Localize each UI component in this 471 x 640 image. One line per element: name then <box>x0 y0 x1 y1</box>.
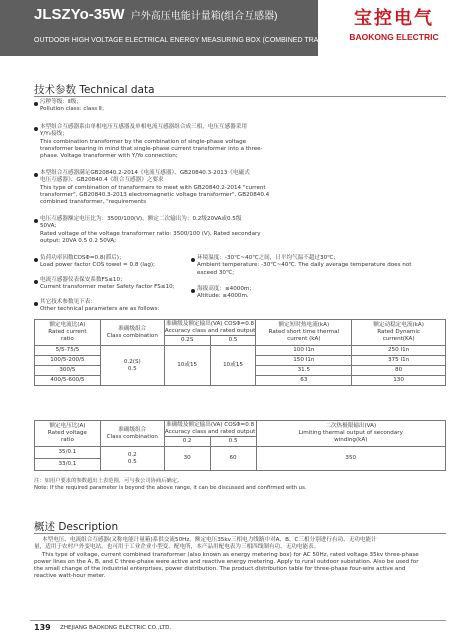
col-header-output-a: 0.2 <box>164 437 210 447</box>
product-title: JLSZYo-35W 户外高压电能计量箱(组合互感器) <box>34 6 278 23</box>
voltage-spec-table <box>34 420 446 471</box>
cell-output-b: 60 <box>210 447 256 471</box>
cell-output-a: 30 <box>164 447 210 471</box>
tech-item-pollution: 污秽等级：Ⅱ级； Pollution class: class Ⅱ； <box>40 99 108 113</box>
bullet-icon <box>34 258 38 262</box>
col-header-class: 准确级组合 Class combination <box>100 320 164 346</box>
table-note: 注：如用户要求的参数超出上表范围，可与我公司协商后确定。 Note: If the required parameter is beyond the above range, it can be discussed and confirmed with us. <box>34 478 307 491</box>
bullet-icon <box>34 127 38 131</box>
bullet-icon <box>191 289 195 293</box>
header-band <box>0 0 361 56</box>
current-spec-table <box>34 319 446 386</box>
tech-item-security-factor: 电流互感器仪表保安系数FS≤10； Current transformer meter Safety factor FS≤10; <box>40 277 175 291</box>
bullet-icon <box>34 280 38 284</box>
col-header-thermal-limit: 二次热极限输出(VA) Limiting thermal output of secondary winding(kA) <box>256 421 445 447</box>
tech-item-combination: 本型组合互感器系由单相电压互感器及单相电流互感器组合成三相，电压互感器采用 Y/Y₀接线； This combination transformer by the combination of single-phase voltage transformer bearing in mind that single-phase current transformer into a three- phase. Voltage transformer with Y/Yo connection; <box>40 124 263 160</box>
product-subtitle: OUTDOOR HIGH VOLTAGE ELECTRICAL ENERGY MEASURING BOX (COMBINED TRANSFORMER) <box>34 37 361 44</box>
cell-ratio: 33/0.1 <box>35 459 101 471</box>
col-header-output-b: 0.5 <box>210 437 256 447</box>
cell-dynamic: 250 I1n <box>352 346 446 356</box>
tech-item-standards: 本型组合互感器满足GB20840.2-2014《电流互感器》、GB20840.3-2013《电磁式 电压互感器》、GB20840.4《组合互感器》之要求 This type of combination of transformers to meet with GB20840.2-2014 "current transformer", GB20840.3-2013 electromagnetic voltage transformer", GB20840.4 combined transformer, "requirements <box>40 170 270 206</box>
section-title-technical: 技术参数 Technical data <box>34 84 155 96</box>
col-header-thermal: 额定短时热电流(kA) Rated short time thermal current (kA) <box>256 320 352 346</box>
col-header-ratio: 额定电压比(A) Rated voltage ratio <box>35 421 101 447</box>
page-number: 139 <box>34 623 51 632</box>
cell-thermal: 31.5 <box>256 366 352 376</box>
col-header-output-b: 0.5 <box>210 336 256 346</box>
cell-output-a: 10或15 <box>164 346 210 386</box>
cell-dynamic: 80 <box>352 366 446 376</box>
table-row <box>35 447 446 459</box>
tech-item-temperature: 环境温度：-30℃~40℃之间，日平均气温不超过30℃； Ambient temperature: -30℃~40℃. The daily average temperature does not exceed 30℃; <box>197 255 412 276</box>
bullet-icon <box>34 173 38 177</box>
bullet-icon <box>34 102 38 106</box>
page-header <box>0 0 471 56</box>
col-header-class: 准确级组合 Class combination <box>100 421 164 447</box>
cell-thermal-limit: 350 <box>256 447 445 471</box>
col-header-ratio: 额定电流比(A) Rated current ratio <box>35 320 101 346</box>
description-text: 本型电压、电流组合互感器(又称电能计量箱)系供交流50Hz，额定电压35kv三相电力线路中对A、B、C三相分别进行有功、无功电能计 量，适用于农村户外变电站，也可用于工业企业小型变、配电所，本产品用配电表为三相四线制有功、无功电能表。 This type of voltage, current combined transformer (also known as energy metering box) for AC 50Hz, rated voltage 35kv three-phase power lines on the A, B, and C three-phase were active and reactive energy metering. Apply to rural outdoor substation. Also be used for the small change of the industrial enterprises, power distribution. The product distribution table for three-phase four-wire active and reactive watt-hour meter. <box>34 537 419 580</box>
tech-item-other: 其它技术参数见下表： Other technical parameters are as follows: <box>40 299 160 313</box>
footer-divider <box>30 620 446 621</box>
bullet-icon <box>34 219 38 223</box>
cell-thermal: 150 I1n <box>256 356 352 366</box>
cell-class: 0.2(S) 0.5 <box>100 346 164 386</box>
cell-ratio: 400/5-600/5 <box>35 376 101 386</box>
section-title-description: 概述 Description <box>34 521 119 533</box>
divider <box>34 533 446 534</box>
cell-output-b: 10或15 <box>210 346 256 386</box>
tech-item-voltage-ratio: 电压互感器额定电压比为：3500/100(V)，额定二次输出为：0.2级20VA或0.5级 50VA； Rated voltage of the voltage transformer ratio: 3500/100 (V), Rated secondary output: 20VA 0.5 0.2 50VA; <box>40 216 261 244</box>
cell-ratio: 5/5-75/5 <box>35 346 101 356</box>
company-name: ZHEJIANG BAOKONG ELECTRIC CO.,LTD. <box>60 625 172 631</box>
cell-dynamic: 130 <box>352 376 446 386</box>
cell-ratio: 300/5 <box>35 366 101 376</box>
divider <box>34 96 446 97</box>
tech-item-altitude: 海拔高度：≤4000m； Altitude: ≤4000m. <box>197 286 255 300</box>
col-header-output: 准确级及额定输出(VA) COSΦ=0.8 Accuracy class and rated output <box>164 320 256 334</box>
brand-logo: 宝控电气 BAOKONG ELECTRIC <box>349 8 439 42</box>
cell-ratio: 35/0.1 <box>35 447 101 459</box>
col-header-output: 准确级及额定输出(VA) COSΦ=0.8 Accuracy class and rated output <box>164 421 256 435</box>
cell-ratio: 100/5-200/5 <box>35 356 101 366</box>
cell-thermal: 63 <box>256 376 352 386</box>
cell-class: 0.2 0.5 <box>100 447 164 471</box>
table-row <box>35 346 446 356</box>
bullet-icon <box>34 302 38 306</box>
bullet-icon <box>191 258 195 262</box>
col-header-output-a: 0.2S <box>164 336 210 346</box>
cell-dynamic: 375 I1n <box>352 356 446 366</box>
col-header-dynamic: 额定动稳定电流(kA) Rated Dynamic current(KA) <box>352 320 446 346</box>
tech-item-power-factor: 负荷功率因数COSΦ=0.8(滞后)； Load power factor COS towel = 0.8 (lag); <box>40 255 155 269</box>
cell-thermal: 100 I1n <box>256 346 352 356</box>
